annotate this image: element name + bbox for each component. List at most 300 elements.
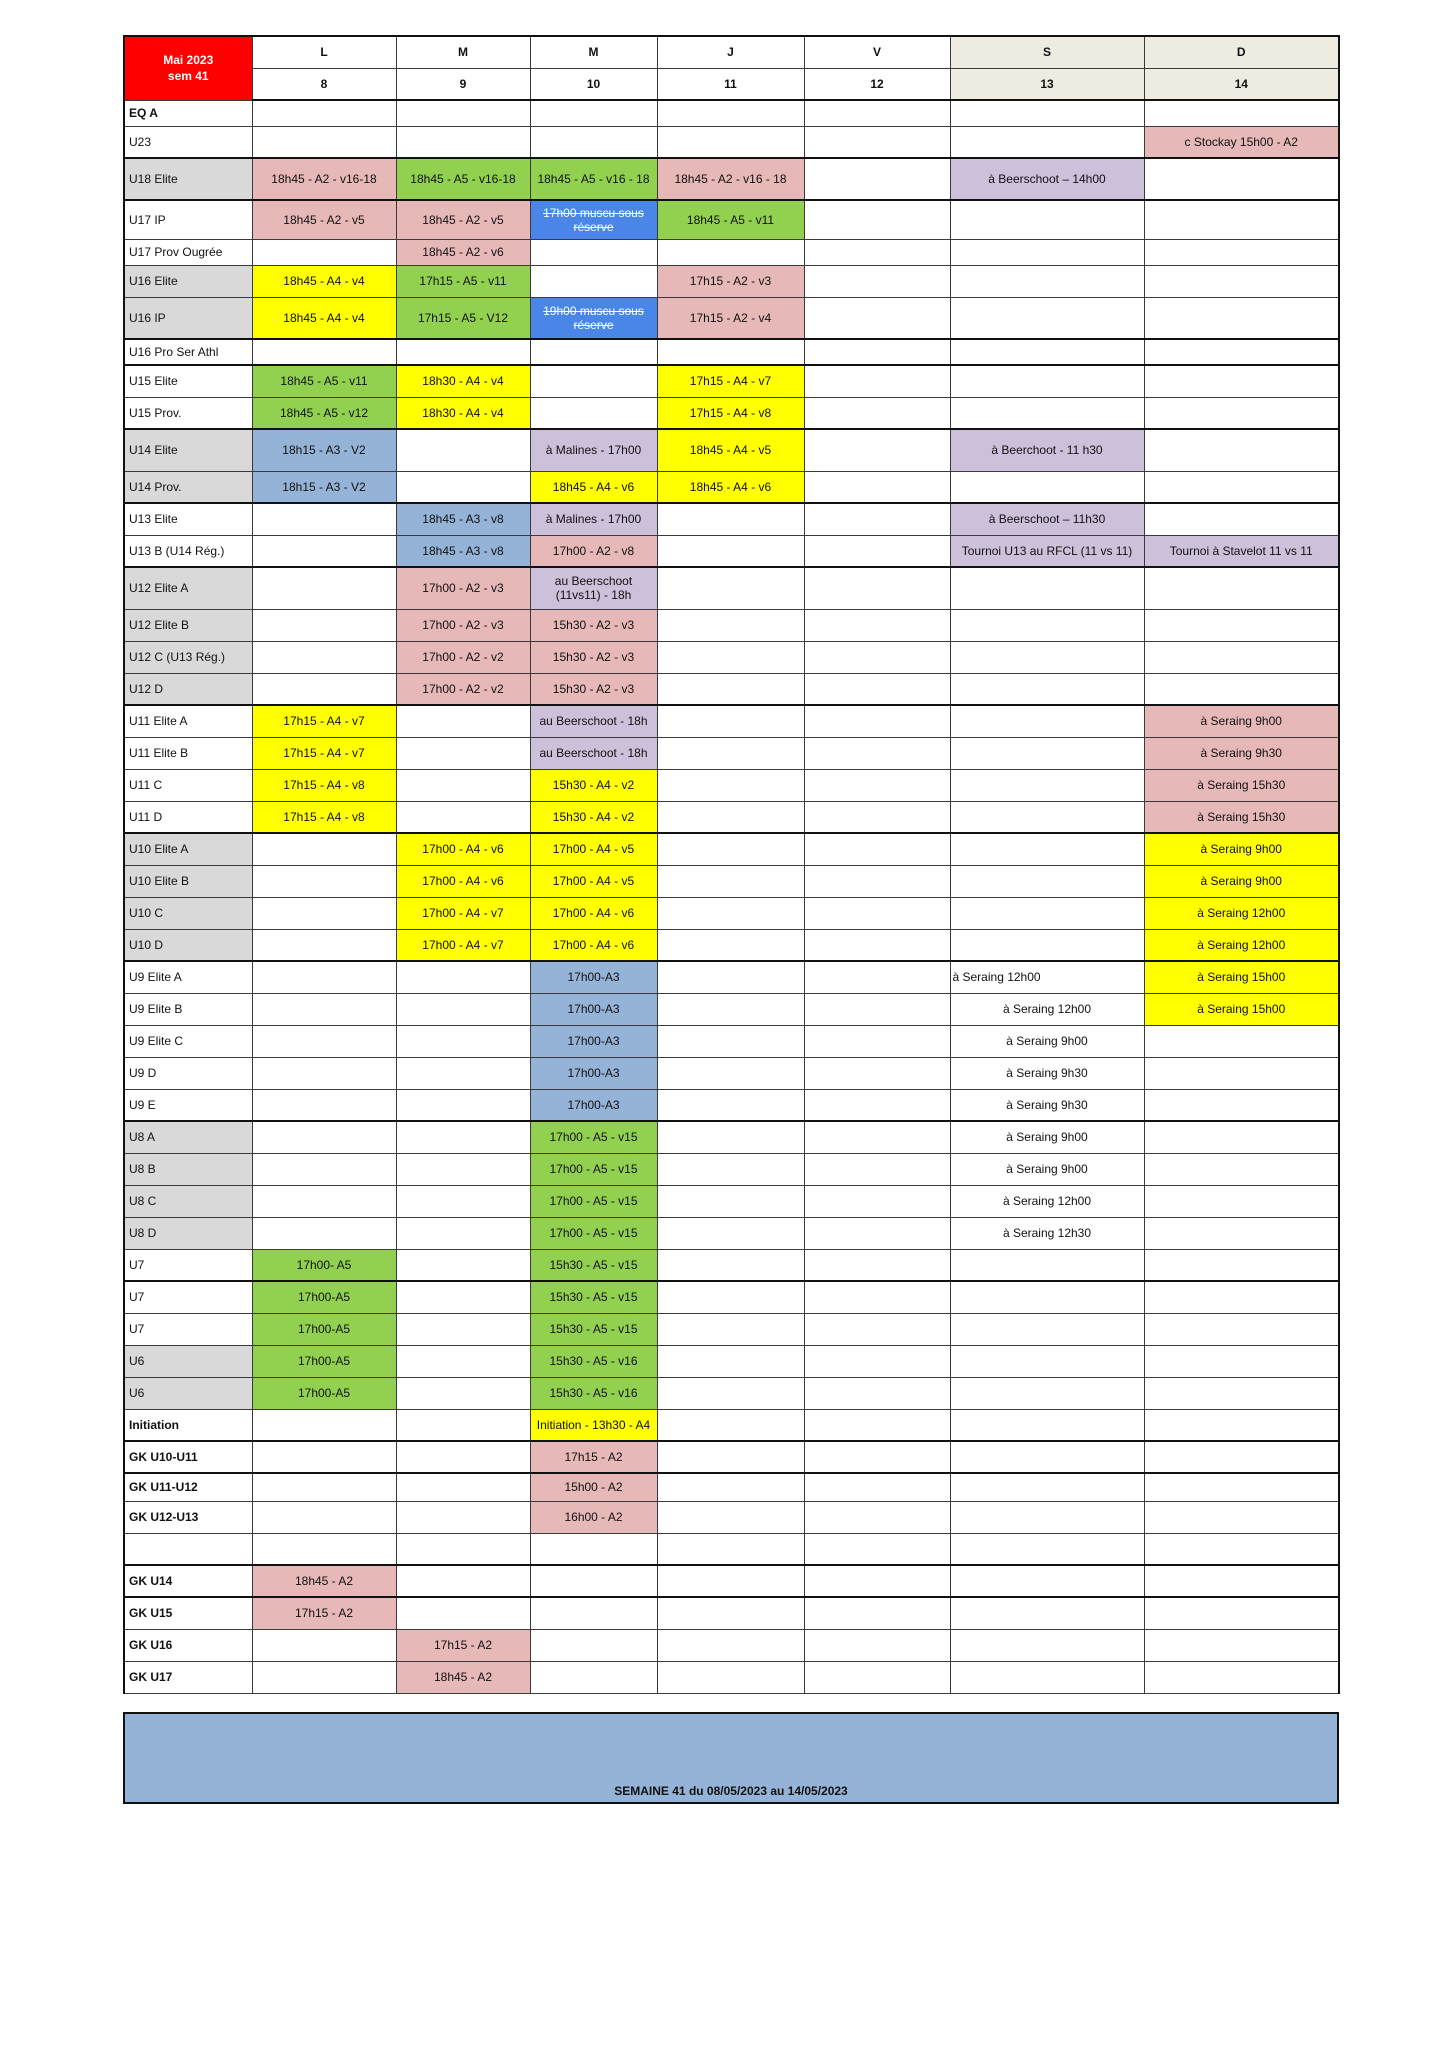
session-text: à Seraing 9h00 bbox=[1006, 1130, 1088, 1145]
team-label: GK U15 bbox=[124, 1597, 252, 1629]
team-row bbox=[124, 1281, 1339, 1313]
session-text: Initiation - 13h30 - A4 bbox=[536, 1417, 651, 1432]
empty-cell bbox=[252, 1057, 396, 1089]
empty-cell bbox=[252, 833, 396, 865]
empty-cell bbox=[252, 1533, 396, 1565]
day-letter-header: L bbox=[252, 36, 396, 68]
empty-cell bbox=[657, 503, 804, 535]
session-cell bbox=[396, 865, 530, 897]
empty-cell bbox=[950, 1345, 1144, 1377]
session-cell bbox=[530, 1473, 657, 1501]
team-label: U11 Elite B bbox=[124, 737, 252, 769]
session-cell bbox=[530, 705, 657, 737]
empty-cell bbox=[804, 1153, 950, 1185]
team-label: U9 E bbox=[124, 1089, 252, 1121]
team-label: U8 B bbox=[124, 1153, 252, 1185]
session-text: 17h00-A3 bbox=[567, 1034, 620, 1048]
empty-cell bbox=[657, 239, 804, 265]
session-text: 18h45 - A2 - v5 bbox=[422, 212, 504, 227]
session-cell bbox=[950, 1121, 1144, 1153]
session-cell bbox=[530, 1185, 657, 1217]
session-cell bbox=[1144, 769, 1339, 801]
session-text: 15h00 - A2 bbox=[564, 1480, 623, 1495]
day-number-header: 8 bbox=[252, 68, 396, 100]
empty-cell bbox=[657, 833, 804, 865]
empty-cell bbox=[950, 239, 1144, 265]
session-text: 17h15 - A4 - v8 bbox=[283, 809, 365, 824]
empty-cell bbox=[804, 673, 950, 705]
team-label: U6 bbox=[124, 1377, 252, 1409]
empty-cell bbox=[804, 961, 950, 993]
session-cell bbox=[950, 961, 1144, 993]
empty-cell bbox=[1144, 1409, 1339, 1441]
session-text: 17h00 - A4 - v7 bbox=[422, 937, 504, 952]
day-letter-header: S bbox=[950, 36, 1144, 68]
session-text: 17h15 - A2 bbox=[564, 1450, 623, 1464]
session-cell bbox=[252, 1249, 396, 1281]
empty-cell bbox=[657, 961, 804, 993]
session-cell bbox=[530, 1057, 657, 1089]
session-cell bbox=[530, 1441, 657, 1473]
session-cell bbox=[1144, 535, 1339, 567]
team-row bbox=[124, 1629, 1339, 1661]
empty-cell bbox=[950, 769, 1144, 801]
empty-cell bbox=[804, 1121, 950, 1153]
empty-cell bbox=[950, 705, 1144, 737]
empty-cell bbox=[657, 737, 804, 769]
empty-cell bbox=[252, 239, 396, 265]
session-text: 18h45 - A5 - v16-18 bbox=[410, 172, 516, 186]
empty-cell bbox=[657, 1533, 804, 1565]
empty-cell bbox=[804, 1661, 950, 1693]
team-row bbox=[124, 1057, 1339, 1089]
team-label: U16 IP bbox=[124, 297, 252, 339]
session-text: à Seraing 9h00 bbox=[1006, 1162, 1088, 1176]
empty-cell bbox=[657, 1313, 804, 1345]
empty-cell bbox=[252, 609, 396, 641]
empty-cell bbox=[1144, 1629, 1339, 1661]
empty-cell bbox=[396, 1377, 530, 1409]
session-cell bbox=[252, 365, 396, 397]
empty-cell bbox=[804, 429, 950, 471]
empty-cell bbox=[804, 897, 950, 929]
empty-cell bbox=[950, 265, 1144, 297]
empty-cell bbox=[950, 339, 1144, 365]
session-text: 17h00 muscu sous réserve bbox=[543, 205, 644, 234]
empty-cell bbox=[950, 1501, 1144, 1533]
session-cell bbox=[396, 567, 530, 609]
session-text: 15h30 - A2 - v3 bbox=[552, 681, 635, 696]
empty-cell bbox=[1144, 100, 1339, 126]
session-cell bbox=[252, 737, 396, 769]
empty-cell bbox=[804, 1409, 950, 1441]
session-text: 18h45 - A4 - v5 bbox=[689, 443, 772, 458]
empty-cell bbox=[804, 1281, 950, 1313]
session-cell bbox=[252, 705, 396, 737]
empty-cell bbox=[950, 365, 1144, 397]
team-row bbox=[124, 1501, 1339, 1533]
empty-cell bbox=[1144, 641, 1339, 673]
empty-cell bbox=[252, 535, 396, 567]
session-cell bbox=[252, 265, 396, 297]
empty-cell bbox=[396, 100, 530, 126]
session-cell bbox=[252, 1313, 396, 1345]
team-label: U17 Prov Ougrée bbox=[124, 239, 252, 265]
empty-cell bbox=[657, 673, 804, 705]
empty-cell bbox=[1144, 1249, 1339, 1281]
session-text: 17h15 - A4 - v7 bbox=[689, 374, 772, 389]
team-row bbox=[124, 1377, 1339, 1409]
team-row bbox=[124, 239, 1339, 265]
empty-cell bbox=[657, 1661, 804, 1693]
session-cell bbox=[950, 429, 1144, 471]
day-letter-header: V bbox=[804, 36, 950, 68]
empty-cell bbox=[252, 641, 396, 673]
empty-cell bbox=[804, 158, 950, 200]
session-cell bbox=[530, 1217, 657, 1249]
team-label: U23 bbox=[124, 126, 252, 158]
session-text: 17h00-A5 bbox=[297, 1322, 351, 1336]
session-cell bbox=[530, 1313, 657, 1345]
empty-cell bbox=[804, 737, 950, 769]
team-row bbox=[124, 1025, 1339, 1057]
empty-cell bbox=[1144, 1089, 1339, 1121]
session-text: 15h30 - A5 - v15 bbox=[549, 1322, 638, 1336]
session-text: 18h45 - A3 - v8 bbox=[422, 543, 504, 558]
empty-cell bbox=[1144, 1057, 1339, 1089]
session-cell bbox=[252, 429, 396, 471]
empty-cell bbox=[396, 429, 530, 471]
team-label: GK U14 bbox=[124, 1565, 252, 1597]
empty-cell bbox=[396, 1121, 530, 1153]
session-cell bbox=[252, 397, 396, 429]
team-row bbox=[124, 158, 1339, 200]
empty-cell bbox=[396, 1345, 530, 1377]
session-text: 18h45 - A3 - v8 bbox=[422, 512, 504, 527]
empty-cell bbox=[657, 1345, 804, 1377]
team-row bbox=[124, 1597, 1339, 1629]
empty-cell bbox=[1144, 1153, 1339, 1185]
session-cell bbox=[1144, 993, 1339, 1025]
session-cell bbox=[1144, 126, 1339, 158]
empty-cell bbox=[252, 1025, 396, 1057]
empty-cell bbox=[950, 397, 1144, 429]
team-row bbox=[124, 339, 1339, 365]
team-label: U9 Elite C bbox=[124, 1025, 252, 1057]
empty-cell bbox=[804, 1629, 950, 1661]
session-cell bbox=[396, 673, 530, 705]
session-text: à Seraing 15h30 bbox=[1197, 809, 1286, 824]
day-number-header: 10 bbox=[530, 68, 657, 100]
empty-cell bbox=[530, 1629, 657, 1661]
session-cell bbox=[396, 833, 530, 865]
empty-cell bbox=[396, 993, 530, 1025]
empty-cell bbox=[1144, 1345, 1339, 1377]
empty-cell bbox=[950, 1629, 1144, 1661]
session-text: 17h00 - A4 - v6 bbox=[422, 842, 504, 857]
empty-cell bbox=[396, 1597, 530, 1629]
session-cell bbox=[657, 265, 804, 297]
empty-cell bbox=[657, 1281, 804, 1313]
session-text: 18h45 - A2 bbox=[294, 1574, 354, 1588]
empty-cell bbox=[804, 126, 950, 158]
session-cell bbox=[530, 897, 657, 929]
team-row bbox=[124, 769, 1339, 801]
session-cell bbox=[396, 297, 530, 339]
empty-cell bbox=[1144, 429, 1339, 471]
empty-cell bbox=[396, 1313, 530, 1345]
empty-cell bbox=[396, 1249, 530, 1281]
empty-cell bbox=[950, 126, 1144, 158]
empty-cell bbox=[396, 339, 530, 365]
session-cell bbox=[396, 897, 530, 929]
empty-cell bbox=[804, 1185, 950, 1217]
team-row bbox=[124, 737, 1339, 769]
session-text: à Seraing 15h00 bbox=[1197, 970, 1286, 985]
empty-cell bbox=[1144, 1185, 1339, 1217]
empty-cell bbox=[804, 265, 950, 297]
empty-cell bbox=[1144, 1501, 1339, 1533]
team-label: U9 Elite B bbox=[124, 993, 252, 1025]
team-label: U15 Prov. bbox=[124, 397, 252, 429]
session-text: 17h15 - A4 - v7 bbox=[283, 714, 365, 729]
session-cell bbox=[530, 429, 657, 471]
team-row bbox=[124, 1153, 1339, 1185]
session-text: 18h45 - A2 - v16-18 bbox=[271, 172, 377, 186]
session-text: à Seraing 9h00 bbox=[1200, 842, 1282, 857]
team-row bbox=[124, 961, 1339, 993]
team-label: U10 D bbox=[124, 929, 252, 961]
session-cell bbox=[396, 609, 530, 641]
session-text: à Seraing 12h00 bbox=[952, 970, 1041, 985]
session-cell bbox=[530, 1501, 657, 1533]
session-text: 18h45 - A2 - v5 bbox=[283, 212, 365, 227]
team-label: U13 B (U14 Rég.) bbox=[124, 535, 252, 567]
team-label: U12 D bbox=[124, 673, 252, 705]
session-cell bbox=[1144, 833, 1339, 865]
team-label: U10 Elite B bbox=[124, 865, 252, 897]
empty-cell bbox=[1144, 1217, 1339, 1249]
session-cell bbox=[396, 239, 530, 265]
session-cell bbox=[252, 200, 396, 239]
session-cell bbox=[530, 158, 657, 200]
team-row bbox=[124, 1217, 1339, 1249]
team-label: U13 Elite bbox=[124, 503, 252, 535]
session-cell bbox=[530, 609, 657, 641]
empty-cell bbox=[657, 1185, 804, 1217]
session-text: 18h15 - A3 - V2 bbox=[282, 479, 366, 494]
empty-cell bbox=[396, 1281, 530, 1313]
empty-cell bbox=[950, 200, 1144, 239]
session-cell bbox=[1144, 897, 1339, 929]
session-text: 15h30 - A5 - v16 bbox=[549, 1354, 638, 1368]
session-cell bbox=[530, 993, 657, 1025]
empty-cell bbox=[657, 126, 804, 158]
session-text: 18h45 - A2 - v16 - 18 bbox=[674, 172, 787, 186]
empty-cell bbox=[252, 1661, 396, 1693]
session-cell bbox=[530, 961, 657, 993]
session-text: 18h30 - A4 - v4 bbox=[422, 374, 504, 389]
empty-cell bbox=[950, 100, 1144, 126]
empty-cell bbox=[252, 1629, 396, 1661]
session-text: 17h00 - A2 - v8 bbox=[552, 543, 635, 558]
empty-cell bbox=[950, 1249, 1144, 1281]
team-label: U14 Prov. bbox=[124, 471, 252, 503]
empty-cell bbox=[530, 1597, 657, 1629]
empty-cell bbox=[657, 1377, 804, 1409]
session-text: 17h00-A3 bbox=[567, 1002, 620, 1016]
team-row bbox=[124, 535, 1339, 567]
empty-cell bbox=[1144, 239, 1339, 265]
empty-cell bbox=[252, 1441, 396, 1473]
empty-cell bbox=[804, 200, 950, 239]
day-number-header: 9 bbox=[396, 68, 530, 100]
session-text: à Malines - 17h00 bbox=[545, 443, 642, 458]
empty-cell bbox=[530, 1565, 657, 1597]
empty-cell bbox=[396, 471, 530, 503]
empty-cell bbox=[252, 1121, 396, 1153]
session-text: 17h00 - A5 - v15 bbox=[549, 1194, 638, 1208]
team-row bbox=[124, 126, 1339, 158]
empty-cell bbox=[657, 1501, 804, 1533]
session-text: 17h00 - A2 - v2 bbox=[422, 681, 504, 696]
session-cell bbox=[530, 1345, 657, 1377]
empty-cell bbox=[657, 1121, 804, 1153]
team-label: U7 bbox=[124, 1249, 252, 1281]
empty-cell bbox=[950, 865, 1144, 897]
empty-cell bbox=[950, 1597, 1144, 1629]
session-text: 17h15 - A5 - V12 bbox=[417, 310, 509, 325]
empty-cell bbox=[950, 833, 1144, 865]
session-text: au Beerschoot - 18h bbox=[539, 714, 648, 729]
session-cell bbox=[1144, 737, 1339, 769]
month-label: Mai 2023 bbox=[163, 53, 214, 68]
team-label: GK U10-U11 bbox=[124, 1441, 252, 1473]
empty-cell bbox=[804, 1473, 950, 1501]
empty-cell bbox=[804, 100, 950, 126]
session-text: 18h15 - A3 - V2 bbox=[282, 443, 366, 458]
team-label: U10 Elite A bbox=[124, 833, 252, 865]
session-cell bbox=[396, 265, 530, 297]
empty-cell bbox=[950, 1473, 1144, 1501]
team-label: U6 bbox=[124, 1345, 252, 1377]
empty-cell bbox=[657, 1565, 804, 1597]
team-row bbox=[124, 609, 1339, 641]
team-row bbox=[124, 929, 1339, 961]
session-text: à Seraing 9h00 bbox=[1200, 874, 1282, 888]
session-cell bbox=[252, 158, 396, 200]
session-cell bbox=[396, 200, 530, 239]
empty-cell bbox=[804, 929, 950, 961]
session-text: 18h45 - A5 - v16 - 18 bbox=[537, 172, 650, 186]
team-row bbox=[124, 365, 1339, 397]
session-text: Tournoi à Stavelot 11 vs 11 bbox=[1169, 543, 1313, 558]
empty-cell bbox=[657, 865, 804, 897]
team-row bbox=[124, 1249, 1339, 1281]
team-label: U11 D bbox=[124, 801, 252, 833]
team-label: U7 bbox=[124, 1313, 252, 1345]
empty-cell bbox=[252, 1473, 396, 1501]
session-cell bbox=[396, 641, 530, 673]
team-row bbox=[124, 265, 1339, 297]
empty-cell bbox=[657, 1249, 804, 1281]
week-footer bbox=[123, 1712, 1339, 1804]
team-label: U15 Elite bbox=[124, 365, 252, 397]
empty-cell bbox=[657, 929, 804, 961]
empty-cell bbox=[396, 737, 530, 769]
session-cell bbox=[530, 503, 657, 535]
empty-cell bbox=[804, 503, 950, 535]
session-cell bbox=[530, 769, 657, 801]
session-text: à Seraing 9h00 bbox=[1200, 714, 1282, 729]
session-text: 17h00- A5 bbox=[296, 1257, 352, 1272]
team-row bbox=[124, 200, 1339, 239]
session-cell bbox=[530, 1409, 657, 1441]
session-cell bbox=[530, 1121, 657, 1153]
session-text: c Stockay 15h00 - A2 bbox=[1184, 134, 1298, 149]
team-row bbox=[124, 801, 1339, 833]
session-cell bbox=[950, 1025, 1144, 1057]
empty-cell bbox=[950, 1281, 1144, 1313]
session-cell bbox=[657, 429, 804, 471]
empty-cell bbox=[804, 865, 950, 897]
session-text: 15h30 - A4 - v2 bbox=[552, 778, 635, 792]
team-row bbox=[124, 865, 1339, 897]
session-text: à Seraing 12h00 bbox=[1197, 937, 1286, 952]
session-cell bbox=[950, 1217, 1144, 1249]
session-cell bbox=[396, 503, 530, 535]
empty-cell bbox=[950, 1377, 1144, 1409]
team-label: U12 Elite A bbox=[124, 567, 252, 609]
team-label: U18 Elite bbox=[124, 158, 252, 200]
session-text: 15h30 - A4 - v2 bbox=[552, 809, 635, 824]
empty-cell bbox=[657, 1217, 804, 1249]
empty-cell bbox=[804, 1217, 950, 1249]
session-text: Tournoi U13 au RFCL (11 vs 11) bbox=[961, 543, 1133, 558]
empty-cell bbox=[657, 993, 804, 1025]
empty-cell bbox=[1144, 1377, 1339, 1409]
session-cell bbox=[396, 158, 530, 200]
empty-cell bbox=[252, 929, 396, 961]
empty-cell bbox=[1144, 397, 1339, 429]
empty-cell bbox=[657, 567, 804, 609]
session-text: 17h00 - A2 - v2 bbox=[422, 650, 504, 664]
session-cell bbox=[530, 801, 657, 833]
team-label bbox=[124, 1533, 252, 1565]
session-text: 17h15 - A2 - v4 bbox=[689, 310, 772, 325]
team-label: U11 C bbox=[124, 769, 252, 801]
empty-cell bbox=[1144, 503, 1339, 535]
session-text: à Beerschoot – 11h30 bbox=[988, 512, 1106, 527]
empty-cell bbox=[804, 1345, 950, 1377]
empty-cell bbox=[804, 769, 950, 801]
empty-cell bbox=[1144, 471, 1339, 503]
session-cell bbox=[530, 673, 657, 705]
team-label: U8 D bbox=[124, 1217, 252, 1249]
team-row bbox=[124, 397, 1339, 429]
empty-cell bbox=[950, 297, 1144, 339]
session-cell bbox=[657, 158, 804, 200]
session-cell bbox=[252, 1345, 396, 1377]
team-row bbox=[124, 1441, 1339, 1473]
empty-cell bbox=[396, 705, 530, 737]
empty-cell bbox=[657, 535, 804, 567]
empty-cell bbox=[252, 1089, 396, 1121]
empty-cell bbox=[657, 1409, 804, 1441]
session-cell bbox=[530, 1153, 657, 1185]
empty-cell bbox=[950, 1409, 1144, 1441]
empty-cell bbox=[1144, 1121, 1339, 1153]
